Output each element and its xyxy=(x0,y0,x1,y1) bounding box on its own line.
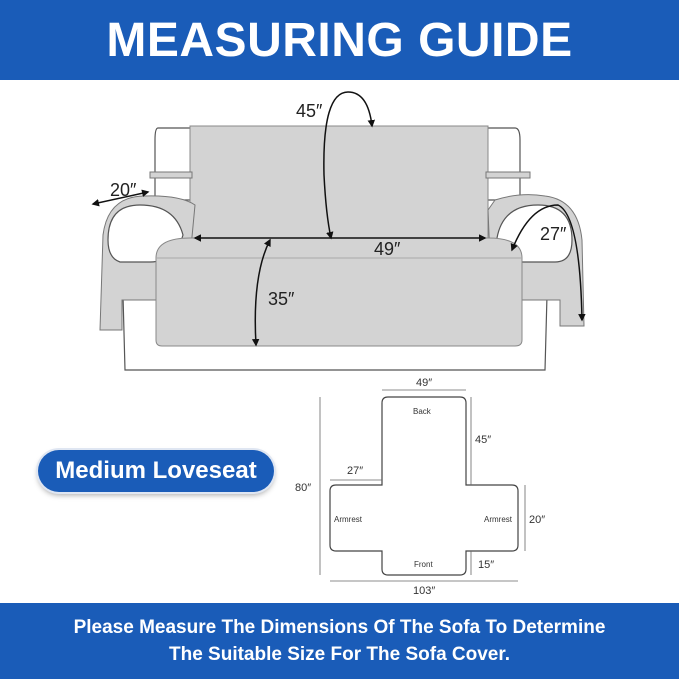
arm-length-label: 27″ xyxy=(540,224,567,244)
size-badge-label: Medium Loveseat xyxy=(55,457,257,484)
size-badge xyxy=(38,450,274,492)
header-banner xyxy=(0,0,679,80)
arm-height-label: 20″ xyxy=(529,514,546,526)
left-strap xyxy=(150,172,192,178)
left-armrest-label: Armrest xyxy=(334,515,362,524)
total-width-label: 103″ xyxy=(413,585,436,597)
front-length-label: 15″ xyxy=(478,559,495,571)
total-length-label: 80″ xyxy=(295,482,312,494)
footer-banner xyxy=(0,603,679,679)
back-length-label: 45″ xyxy=(475,434,492,446)
top-width-label: 49″ xyxy=(416,377,433,389)
cover-outline xyxy=(330,397,518,575)
sofa-illustration xyxy=(0,80,679,390)
front-label: Front xyxy=(414,560,433,569)
back-cover xyxy=(190,126,488,238)
footer-line-2: The Suitable Size For The Sofa Cover. xyxy=(168,644,511,665)
seat-width-label: 49″ xyxy=(374,239,401,259)
cover-dimension-diagram xyxy=(290,368,550,600)
seat-cover xyxy=(156,238,522,346)
page-title: MEASURING GUIDE xyxy=(106,13,573,67)
arm-width-label: 20″ xyxy=(110,180,137,200)
back-height-label: 45″ xyxy=(296,101,323,121)
arm-extension-label: 27″ xyxy=(347,465,364,477)
seat-depth-label: 35″ xyxy=(268,289,295,309)
right-strap xyxy=(486,172,530,178)
right-armrest-label: Armrest xyxy=(484,515,512,524)
back-label: Back xyxy=(413,407,431,416)
footer-line-1: Please Measure The Dimensions Of The Sofa To Determine xyxy=(73,617,606,638)
